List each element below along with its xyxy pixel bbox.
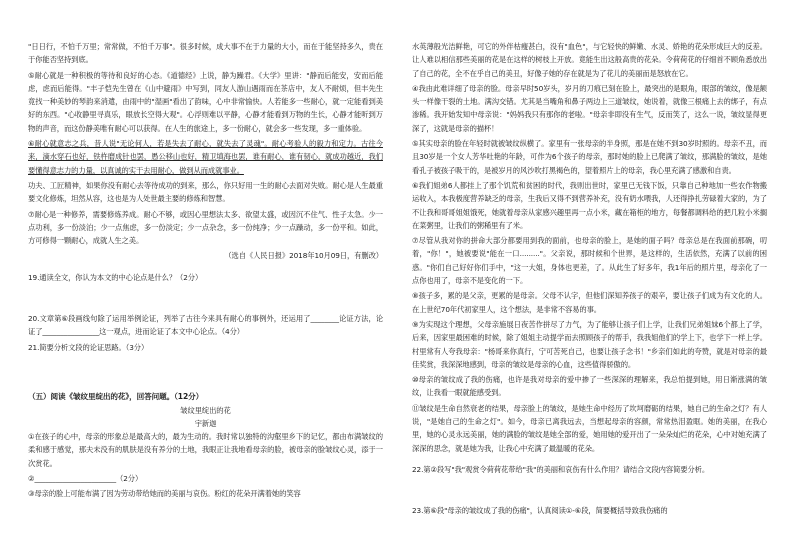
section-5-title: （五）阅读《皱纹里绽出的花》，回答问题。（12分） — [28, 391, 204, 401]
question-19: 19.通读全文，你认为本文的中心论点是什么？（2分） — [28, 272, 203, 282]
left-para-5: ⑤耐心就是一种积极的等待和良好的心态。《道德经》上说，静为躁君。《大学》里讲："静而后能安，安而后能虑，虑而后能得。"丰子恺先生曾在《山中避雨》中写到，同友人游山遇雨而在茶店中，友人不耐烦，但丰先生竟找一种美妙的琴韵来消遣，由雨中的"湿画"看出了韵味，心中非常愉快。人若能多一些耐心，就一定能看到美好的东西。"心收静里寻真乐，眼放长空得大观"。心浮则难以平静，心静才能看到万物的生长，心静才能听到万物的声音，而这份静美唯有耐心可以获得。在人生的旅途上，多一份耐心，就会多一些发现，多一重体验。 — [28, 70, 383, 133]
right-para-7: ⑦尽管从我对你的拼命大部分都要用到我的面前，也母亲的脸上，是她的面子吗？母亲总是在我面前那碗，叨着，"你！"，她被要说"能在一口........."。父亲说，那时候和个世界，是这样的，生活依然，充满了以前的困惑。"你们自己好好你们手中，"这一大姐，身体也更差，了。从此生了好多年，我1年后的照片里，母亲化了一点你也用了，母亲不是变化的一下。 — [412, 236, 767, 286]
right-para-8: ⑧孩子多，累的是父亲，更累的是母亲。父母不认字，但他们深知养孩子的艰辛，要让孩子们成为有文化的人。在上世纪70年代初家里人，这个想法，是非常不容易的事。 — [412, 291, 767, 314]
article-para-2[interactable]: ②_______________________（2分） — [28, 473, 143, 483]
answer-space-21[interactable] — [28, 356, 383, 390]
question-21: 21.简要分析文段的论证思路。（3分） — [28, 342, 149, 352]
answer-space-19[interactable] — [28, 286, 383, 312]
question-22: 22.第②段写"我"观赏令荷荷花带给"我"的美丽和哀伤有什么作用？请结合文段内容简要分析。 — [412, 464, 710, 474]
left-para-7: ⑦耐心是一种修养，需要修炼养成。耐心不够，或因心里想法太多、欲望太盛，或因沉不住气、性子太急。少一点功利，多一份淡泊；少一点焦虑，多一份淡定；少一点杂念，多一份纯净；少一点躁动，多一份平和。如此，方可修得一颗耐心，成就人生之美。 — [28, 209, 383, 246]
right-para-5: ⑤其实母亲的脸在年轻时就被皱纹纵横了。家里有一张母亲的半身照，那是在她不到30岁时照的。母亲不丑，而且30岁是一个女人芳华吐艳的年龄，可作为6个孩子的母亲，那时她的脸上已爬满了皱纹，那满脸的皱纹，是她看孔子被孩子吸干的，是被岁月的风沙吹打黑褐色的，望着照片上的母亲，我心里充满了感激和自责。 — [412, 139, 767, 175]
article-author: 宇新迦 — [194, 418, 217, 428]
question-20: 20.文章第⑥段画线句除了运用举例论证，列举了古往今来具有耐心的事例外，还运用了________论证方法，论证了________________这一观点，进而论证了本文中心论点。（4分） — [28, 314, 383, 337]
answer-space-22[interactable] — [412, 478, 767, 504]
right-para-6: ⑥我们姐弟6人都挂上了那个饥荒和贫困的时代，我则出世时，家里已无钱下饭，只靠自己种地加一些农作物搬运收入，本我极度营养缺乏的母亲，生我后又得不到营养补充，没有奶水喂我，人还得挣扎劳碌着大家的，为了不让我和哥哥姐姐饿死，她就着母亲从家感兴趣里再一点小米，藏在箱柜的地方，每餐都调料给的把几粒小米搁在菜粥里，让我们的粥稀里有了米。 — [412, 180, 767, 230]
right-para-4: ④我由此难详细了母亲的脸。母亲早时50岁头，岁月的刀痕已刻在脸上，最突出的是眼角，眼部的皱纹，像是额头一样像干裂的土地。满沟交错。尤其是当嘴角和鼻子两边上三道皱纹，她说着，就像三根痛上去的绑子，有点渗稀。我开始发知中母亲说："妈妈我只有那你的老啦。"母亲非即没有生气，反而笑了，这么一说，皱纹显得更深了，这就是母亲的描杯！ — [412, 83, 767, 133]
left-para-6: ⑥耐心就意志之兵，昔人说"无论何人，若是失去了耐心，就失去了灵魂"。耐心考验人的毅力和定力。古往今来，滴水穿石也好，铁杵磨成针也罢，愚公移山也好，精卫填海也罢，谁有耐心，谁有韧心，就成功越近，我们要懂得意志力的力量，以真诚的实干去用耐心，做到从而成就事业。 — [28, 139, 383, 175]
left-para-top: "日日行，不怕千万里；常常做，不怕千万事"。很多时候，成大事不在于力量的大小，而在于能坚持多久，贵在于你能否坚持到底。 — [28, 42, 383, 65]
article-para-1: ①在孩子的心中，母亲的形象总是最高大的，最为生动的。我时常以独特的沟壑里乡下的记忆，都由布满皱纹的柔和感于感觉，那夫未没有的肌肤是没有养分的土地，我眼正让我地看母亲的脸，被母亲的脸皱纹心灵，添于一次赏花。 — [28, 431, 383, 468]
article-para-3: ③母亲的脸上可能布满了因为劳动带给她而的美丽与哀伤。粉红的花朵开满着她的笑容 — [28, 489, 301, 499]
right-para-11: ⑪皱纹是生命自然衰老的结果，母亲脸上的皱纹，是她生命中经历了坎坷磨砺的结果，她自己的生命之灯？有人说，"是她自己的生命之灯"。如今，母亲已离我远去，当想起母亲的容颜，常常热泪盈眶。她的美丽，在我心里，她的心灵永远美丽，她的满脸的皱纹是她全部的爱，她用她的爱开出了一朵朵灿烂的花朵，心中对她充满了深深的思念，就是她为我，让我心中充满了最温暖的花朵。 — [412, 403, 767, 453]
left-column — [28, 40, 383, 502]
left-source: （选自《人民日报》2018年10月09日，有删改） — [224, 251, 383, 261]
article-title: 皱纹里绽出的花 — [180, 405, 231, 415]
right-para-top: 水英薄般光洁鲜艳，可它的外伴枯瘦甚白，没有"血色"，与它轻快的鲜嫩、水灵、娇艳的花朵形成巨大的反差。让人难以相信那些美丽的花是在这样的树枝上开放。竟能生出这般高贵的花朵。令荷荷花的仔细首不顾角悉放出了自己的花，全不在乎自己的美丑，好像子她的存在就是为了花儿的美丽而是怒放在它。 — [412, 42, 767, 78]
left-para-6b: 功夫、工匠精神，如果你没有耐心去等待成功的到来，那么，你只好用一生的耐心去面对失败。耐心是人生最重要文化修炼，坦然从容，这也是为人处世最主要的修炼和智慧。 — [28, 180, 383, 204]
right-para-10: ⑩母亲的皱纹成了我的伤痛，也许是我对母亲的爱中掺了一些深深的理解来，我总怕提到她，用日渐涨满的皱纹，让我看一眼就能感受到。 — [412, 375, 767, 398]
question-23: 23.第⑥段"母亲的皱纹成了我的伤痛"，认真阅读①-⑥段，简要概括导致我伤痛的 — [412, 506, 668, 516]
right-column — [412, 40, 767, 520]
right-para-9: ⑨为实现这个理想，父母亲施展日夜苦作拼尽了力气，为了能够让孩子们上学，让我们兄弟姐妹6个都上了学，后来，因家里最困难的时候，除了姐姐主动提学而去照顾孩子的帮手，我我姐他们的学上下，也学下一样上学。村里常有人夸我母亲："杨哥来你真行，宁可苦死自己，也要让孩子念书！"乡亲们如此的夸赞，就是对母亲的最佳奖赏，我深深地感到，母亲的皱纹是母亲的心血，这些值得骄傲的。 — [412, 319, 767, 369]
